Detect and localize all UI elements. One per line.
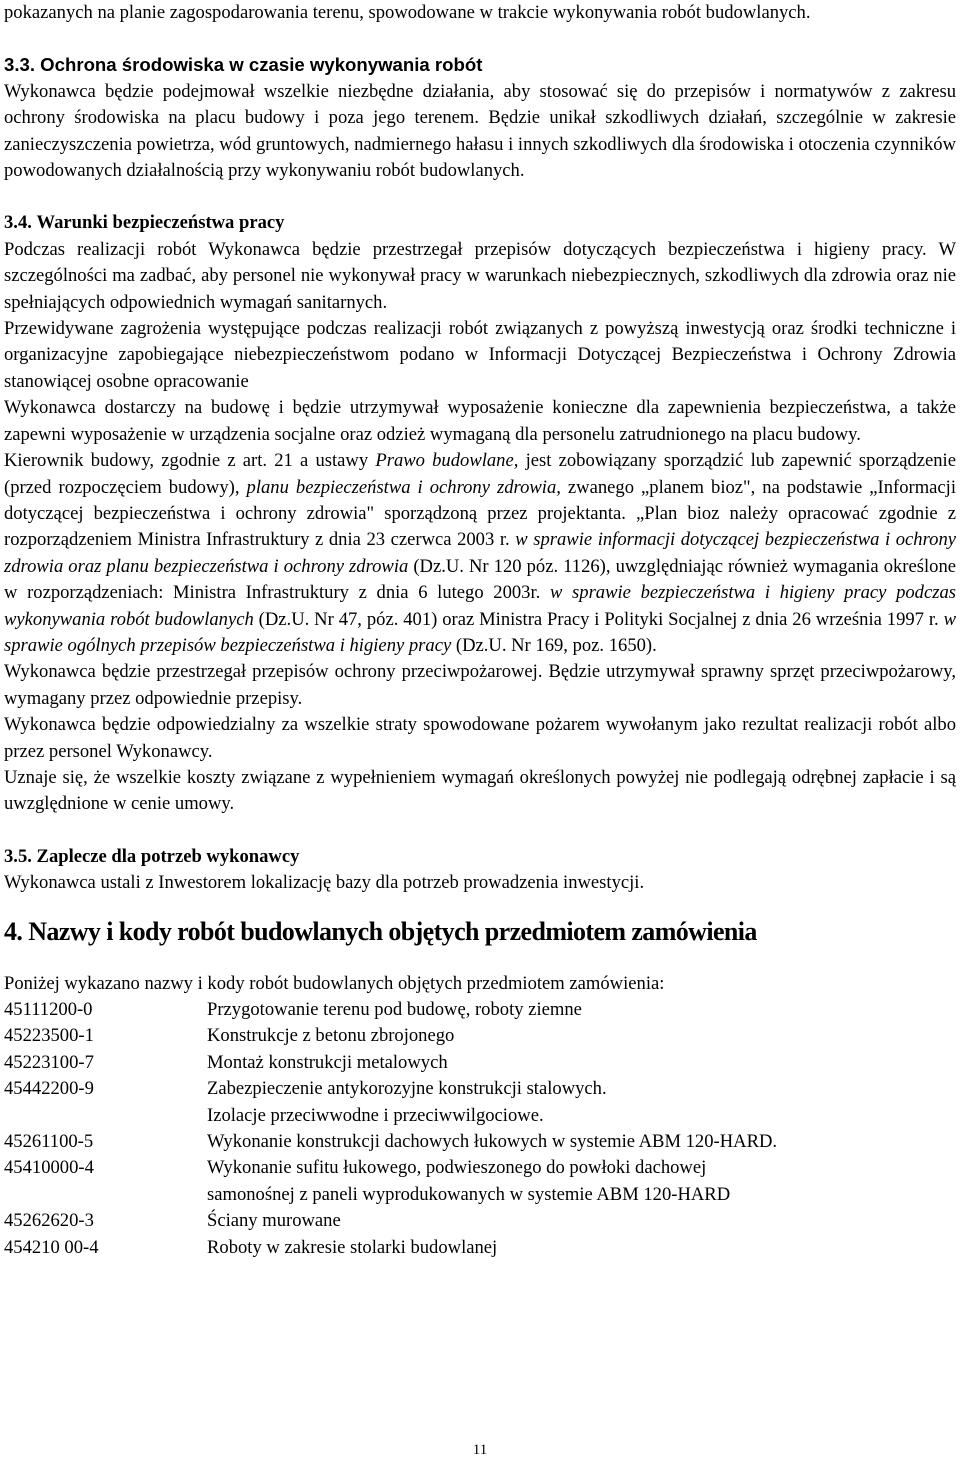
cpv-description bbox=[207, 1129, 956, 1155]
code-row bbox=[4, 1023, 956, 1049]
section-3-4-p3: Wykonawca dostarczy na budowę i będzie utrzymywał wyposażenie konieczne dla zapewnienia bezpieczeństwa, a także zapewni wyposażenie w urządzenia socjalne oraz odzież wymaganą dla personelu zatrudnionego na placu budowy. bbox=[4, 397, 956, 445]
section-3-4-p5: Wykonawca będzie przestrzegał przepisów ochrony przeciwpożarowej. Będzie utrzymywał sprawny sprzęt przeciwpożarowy, wymagany przez odpowiednie przepisy. bbox=[4, 661, 956, 709]
section-3-3-heading: 3.3. Ochrona środowiska w czasie wykonywania robót bbox=[4, 54, 483, 76]
text-run: (Dz.U. Nr 169, poz. 1650). bbox=[451, 634, 657, 656]
cpv-code: 45410000-4 bbox=[4, 1157, 94, 1179]
text-run: jest zobowiązany sporządzić lub zapewnić sporządzenie (przed rozpoczęciem budowy), bbox=[4, 450, 956, 498]
cpv-description bbox=[207, 1076, 956, 1129]
cpv-description-line: Wykonanie sufitu łukowego, podwieszonego do powłoki dachowej bbox=[207, 1157, 707, 1179]
section-4-intro: Poniżej wykazano nazwy i kody robót budowlanych objętych przedmiotem zamówienia: bbox=[4, 972, 665, 994]
section-3-4-number: 3.4. bbox=[4, 212, 32, 234]
cpv-code: 45261100-5 bbox=[4, 1131, 94, 1153]
section-4-heading: 4. Nazwy i kody robót budowlanych objętych przedmiotem zamówienia bbox=[4, 916, 757, 946]
italic-run: Prawo budowlane, bbox=[375, 450, 519, 472]
section-3-4-p7: Uznaje się, że wszelkie koszty związane z wypełnieniem wymagań określonych powyżej nie podlegają odrębnej zapłacie i są uwzględnione w cenie umowy. bbox=[4, 766, 956, 815]
section-3-4-p6: Wykonawca będzie odpowiedzialny za wszelkie straty spowodowane pożarem wywołanym jako rezultat realizacji robót albo przez personel Wykonawcy. bbox=[4, 714, 956, 762]
cpv-description bbox=[207, 1235, 956, 1261]
cpv-code: 45442200-9 bbox=[4, 1078, 94, 1100]
cpv-description-line: Przygotowanie terenu pod budowę, roboty ziemne bbox=[207, 999, 582, 1020]
cpv-description-line: Konstrukcje z betonu zbrojonego bbox=[207, 1025, 455, 1047]
cpv-description-line: Montaż konstrukcji metalowych bbox=[207, 1051, 448, 1073]
text-run: zwanego „planem bioz", na podstawie „Informacji dotyczącej bezpieczeństwa i ochrony zdrowia" sporządzoną przez projektanta. „Plan bioz należy opracować zgodnie z rozporządzeniem Ministra Infrastruktury z dnia 23 czerwca 2003 r. bbox=[4, 476, 956, 551]
text-run: (Dz.U. Nr 120 póz. 1126), uwzględniając również wymagania określone w rozporządzeniach: Ministra Infrastruktury z dnia 6 lutego 2003r. bbox=[4, 555, 957, 604]
cpv-description-line: Izolacje przeciwwodne i przeciwwilgociowe. bbox=[207, 1104, 544, 1126]
section-3-4-p4 bbox=[4, 448, 956, 659]
italic-run: w sprawie ogólnych przepisów bezpieczeństwa i higieny pracy bbox=[4, 608, 956, 656]
italic-run: planu bezpieczeństwa i ochrony zdrowia, bbox=[246, 476, 561, 498]
section-3-4-p1: Podczas realizacji robót Wykonawca będzie przestrzegał przepisów dotyczących bezpieczeństwa i higieny pracy. W szczególności ma zadbać, aby personel nie wykonywał pracy w warunkach niebezpiecznych, szkodliwych dla zdrowia oraz nie spełniających odpowiednich wymagań sanitarnych. bbox=[4, 238, 956, 313]
section-3-4-title: Warunki bezpieczeństwa pracy bbox=[36, 212, 285, 234]
cpv-description bbox=[207, 1050, 956, 1076]
code-row bbox=[4, 1155, 956, 1208]
cpv-description-line: Roboty w zakresie stolarki budowlanej bbox=[207, 1236, 498, 1258]
text-run: Kierownik budowy, zgodnie z art. 21 a ustawy bbox=[4, 450, 376, 472]
section-3-3-body: Wykonawca będzie podejmował wszelkie niezbędne działania, aby stosować się do przepisów i normatywów z zakresu ochrony środowiska na placu budowy i poza jego terenem. Będzie unikał szkodliwych działań, szczególnie w zakresie zanieczyszczenia powietrza, wód gruntowych, nadmiernego hałasu i innych szkodliwych dla środowiska i otoczenia czynników powodowanych działalnością przy wykonywaniu robót budowlanych. bbox=[4, 80, 956, 182]
cpv-code: 45223500-1 bbox=[4, 1025, 94, 1047]
code-list bbox=[4, 997, 956, 1261]
section-3-5-heading: 3.5. Zaplecze dla potrzeb wykonawcy bbox=[4, 845, 300, 867]
cpv-description bbox=[207, 1208, 956, 1234]
cpv-description bbox=[207, 997, 956, 1023]
italic-run: w sprawie bezpieczeństwa i higieny pracy podczas wykonywania robót budowlanych bbox=[4, 582, 957, 630]
code-row bbox=[4, 1235, 956, 1261]
cpv-description bbox=[207, 1155, 956, 1208]
code-row bbox=[4, 1208, 956, 1234]
page-number: 11 bbox=[472, 1442, 488, 1458]
cpv-description-line: samonośnej z paneli wyprodukowanych w systemie ABM 120-HARD bbox=[207, 1183, 731, 1205]
document-page bbox=[4, 0, 956, 1261]
cpv-description bbox=[207, 1023, 956, 1049]
paragraph-continued: pokazanych na planie zagospodarowania terenu, spowodowane w trakcie wykonywania robót budowlanych. bbox=[4, 2, 811, 23]
cpv-description-line: Zabezpieczenie antykorozyjne konstrukcji stalowych. bbox=[207, 1078, 607, 1100]
code-row bbox=[4, 997, 956, 1023]
code-row bbox=[4, 1129, 956, 1155]
section-3-4-p2: Przewidywane zagrożenia występujące podczas realizacji robót związanych z powyższą inwestycją oraz środki techniczne i organizacyjne zapobiegające niebezpieczeństwom podano w Informacji Dotyczącej Bezpieczeństwa i Ochrony Zdrowia stanowiącej osobne opracowanie bbox=[4, 318, 956, 392]
code-row bbox=[4, 1050, 956, 1076]
cpv-code: 454210 00-4 bbox=[4, 1236, 99, 1258]
section-3-4-heading bbox=[4, 210, 956, 236]
section-3-5-body: Wykonawca ustali z Inwestorem lokalizację bazy dla potrzeb prowadzenia inwestycji. bbox=[4, 872, 645, 894]
cpv-code: 45111200-0 bbox=[4, 999, 93, 1020]
cpv-description-line: Wykonanie konstrukcji dachowych łukowych w systemie ABM 120-HARD. bbox=[207, 1131, 778, 1153]
italic-run: w sprawie informacji dotyczącej bezpieczeństwa i ochrony zdrowia oraz planu bezpieczeństwa i ochrony zdrowia bbox=[4, 529, 956, 577]
code-row bbox=[4, 1076, 956, 1129]
text-run: (Dz.U. Nr 47, póz. 401) oraz Ministra Pracy i Polityki Socjalnej z dnia 26 września 1997 r. bbox=[253, 608, 944, 630]
cpv-code: 45223100-7 bbox=[4, 1051, 94, 1073]
cpv-code: 45262620-3 bbox=[4, 1210, 94, 1232]
cpv-description-line: Ściany murowane bbox=[207, 1210, 341, 1232]
